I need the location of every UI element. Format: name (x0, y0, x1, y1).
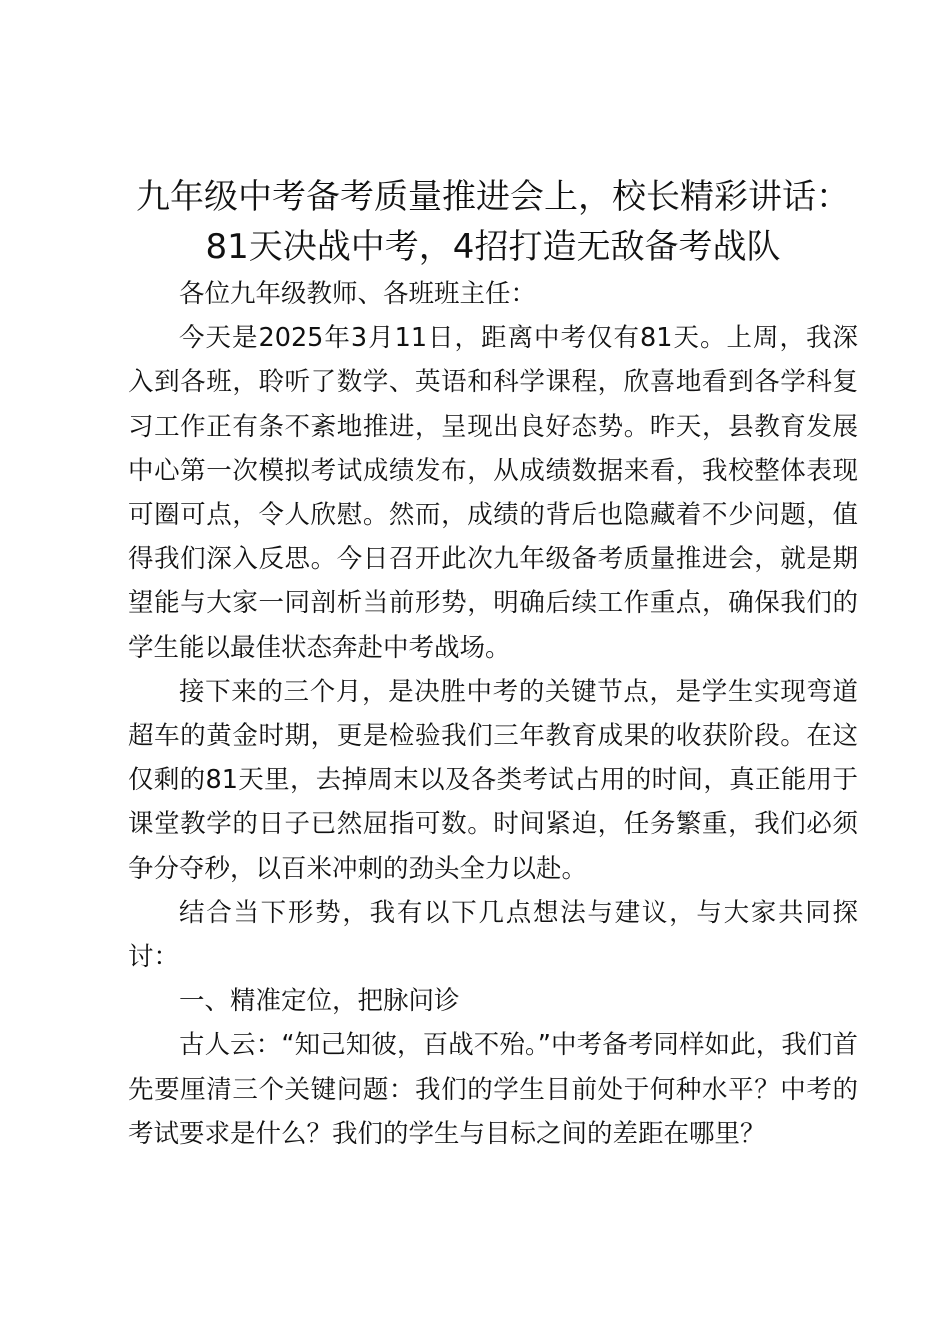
title-line-2: 81天决战中考，4招打造无敌备考战队 (205, 227, 781, 267)
title-line-1: 九年级中考备考质量推进会上，校长精彩讲话： (136, 177, 850, 217)
paragraph-2: 接下来的三个月，是决胜中考的关键节点，是学生实现弯道超车的黄金时期，更是检验我们三年教育成果的收获阶段。在这仅剩的81天里，去掉周末以及各类考试占用的时间，真正能用于课堂教学的日子已然屈指可数。时间紧迫，任务繁重，我们必须争分夺秒，以百米冲刺的劲头全力以赴。 (128, 676, 858, 884)
salutation: 各位九年级教师、各班班主任： (179, 279, 537, 309)
paragraph-1: 今天是2025年3月11日，距离中考仅有81天。上周，我深入到各班，聆听了数学、英语和科学课程，欣喜地看到各学科复习工作正有条不紊地推进，呈现出良好态势。昨天，县教育发展中心第一次模拟考试成绩发布，从成绩数据来看，我校整体表现可圈可点，令人欣慰。然而，成绩的背后也隐藏着不少问题，值得我们深入反思。今日召开此次九年级备考质量推进会，就是期望能与大家一同剖析当前形势，明确后续工作重点，确保我们的学生能以最佳状态奔赴中考战场。 (128, 323, 858, 663)
document-title (128, 172, 858, 272)
section-1-paragraph: 古人云：“知己知彼，百战不殆。”中考备考同样如此，我们首先要厘清三个关键问题：我们的学生目前处于何种水平？中考的考试要求是什么？我们的学生与目标之间的差距在哪里？ (128, 1030, 858, 1149)
paragraph-3: 结合当下形势，我有以下几点想法与建议，与大家共同探讨： (128, 897, 858, 973)
section-heading-1: 一、精准定位，把脉问诊 (179, 986, 460, 1017)
document-body (128, 172, 858, 1156)
